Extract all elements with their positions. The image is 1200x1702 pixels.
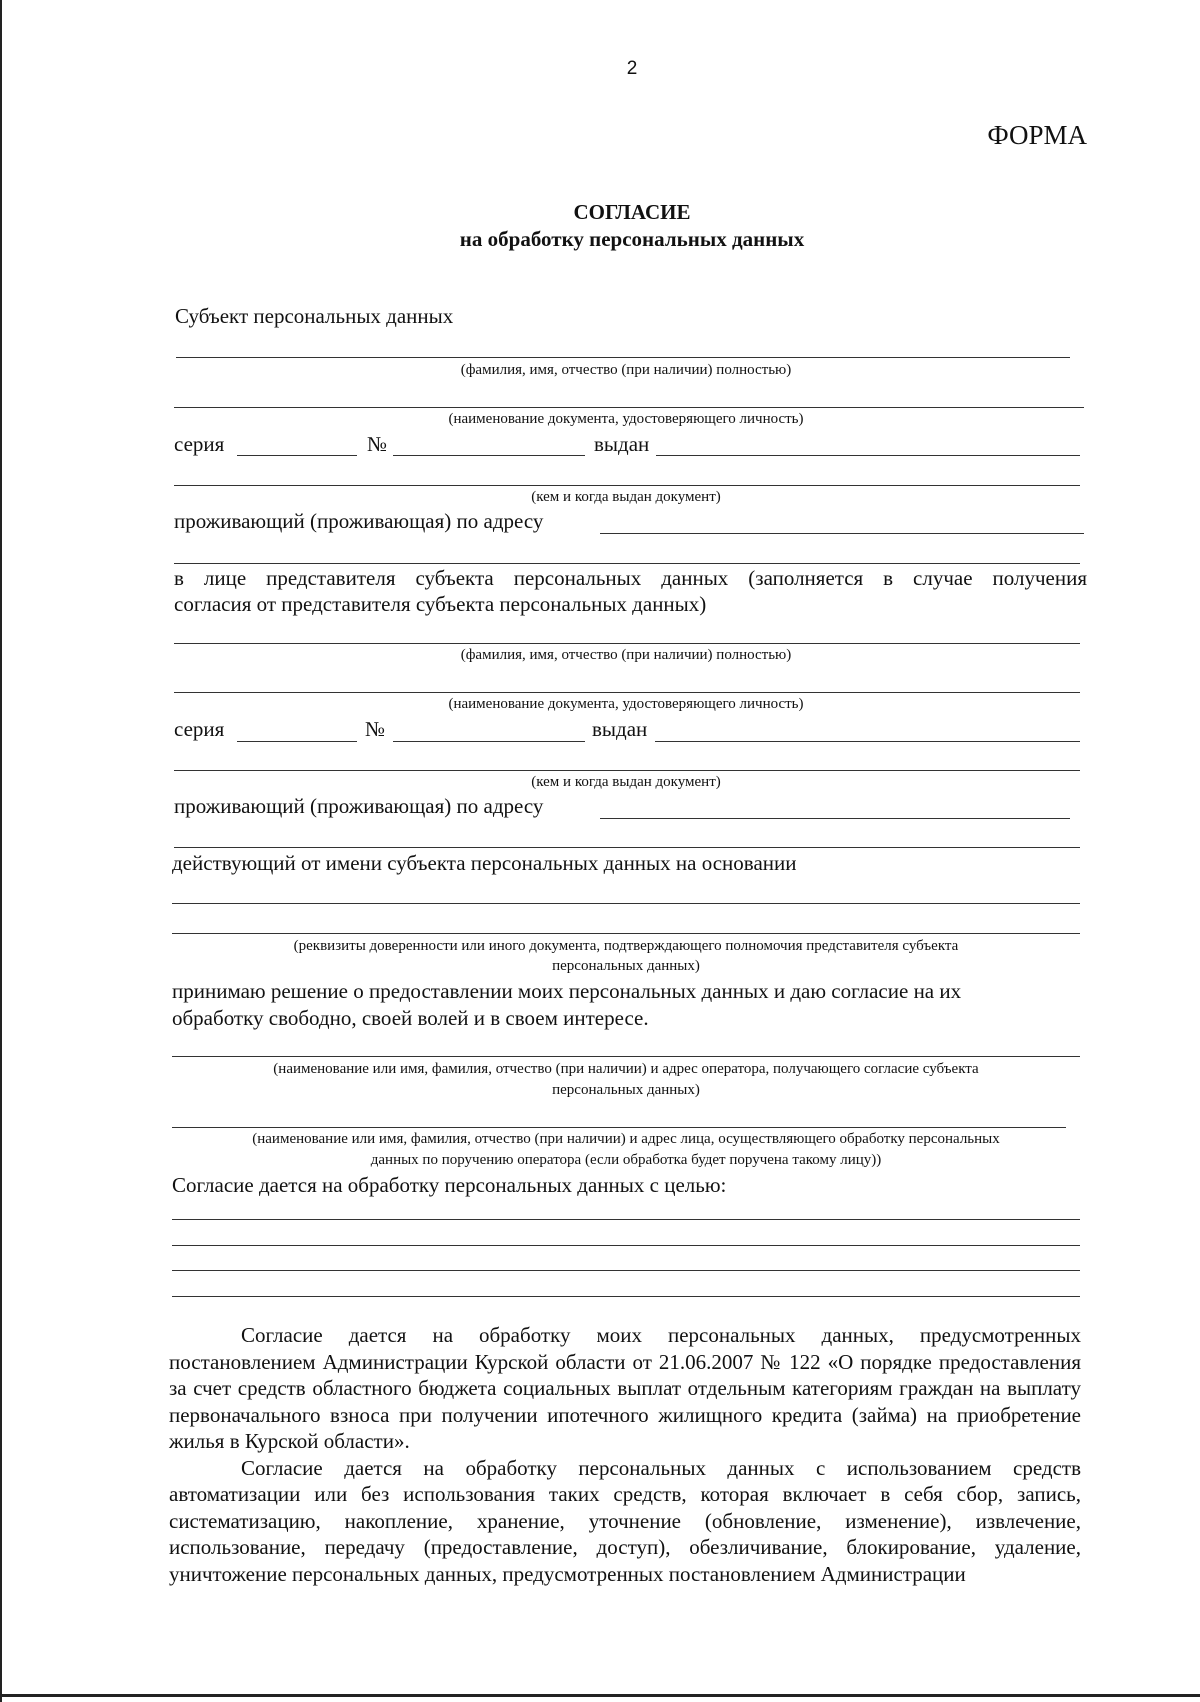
document-title: СОГЛАСИЕ <box>573 200 691 224</box>
processor-field[interactable] <box>172 1127 1066 1128</box>
representative-address-label: проживающий (проживающая) по адресу <box>174 794 544 818</box>
purpose-field-1[interactable] <box>172 1219 1080 1220</box>
representative-issued-by-field[interactable] <box>174 770 1080 771</box>
page-bottom-edge <box>0 1694 1200 1697</box>
representative-fio-field[interactable] <box>174 643 1080 644</box>
representative-acting-label: действующий от имени субъекта персональных данных на основании <box>172 851 797 875</box>
paragraph-processing-scope: Согласие дается на обработку персональных данных с использованием средств автоматизации или без использования таких средств, которая включает в себя сбор, запись, систематизацию, накопление, хранение, уточнение (обновление, изменение), извлечение, использование, передачу (предоставление, доступ), обезличивание, блокирование, удаление, уничтожение персональных данных, предусмотренных постановлением Администрации <box>169 1455 1081 1586</box>
representative-document-caption: (наименование документа, удостоверяющего личность) <box>448 696 804 712</box>
form-label: ФОРМА <box>987 120 1087 150</box>
representative-authority-field[interactable] <box>172 903 1080 904</box>
representative-authority-caption-line1: (реквизиты доверенности или иного документа, подтверждающего полномочия представителя субъекта <box>293 938 959 954</box>
purpose-field-4[interactable] <box>172 1296 1080 1297</box>
representative-issued-label: выдан <box>592 717 648 741</box>
subject-fio-caption: (фамилия, имя, отчество (при наличии) полностью) <box>460 362 792 378</box>
subject-series-field[interactable] <box>237 455 357 456</box>
representative-address-field-2[interactable] <box>174 847 1080 848</box>
subject-document-caption: (наименование документа, удостоверяющего личность) <box>448 411 804 427</box>
processor-caption-line2: данных по поручению оператора (если обработка будет поручена такому лицу)) <box>370 1152 882 1168</box>
processor-caption-line1: (наименование или имя, фамилия, отчество (при наличии) и адрес лица, осуществляющего обработку персональных <box>252 1131 1000 1147</box>
decision-line2: обработку свободно, своей волей и в своем интересе. <box>172 1006 649 1030</box>
operator-field[interactable] <box>172 1056 1080 1057</box>
representative-authority-caption-line2: персональных данных) <box>552 958 700 974</box>
operator-caption-line1: (наименование или имя, фамилия, отчество (при наличии) и адрес оператора, получающего согласие субъекта <box>273 1061 979 1077</box>
body-paragraphs <box>169 1322 1081 1587</box>
representative-address-field[interactable] <box>600 818 1070 819</box>
subject-fio-field[interactable] <box>176 357 1070 358</box>
operator-caption-line2: персональных данных) <box>552 1082 700 1098</box>
purpose-field-3[interactable] <box>172 1270 1080 1271</box>
representative-series-label: серия <box>174 717 225 741</box>
representative-intro-line1: в лице представителя субъекта персональных данных (заполняется в случае получения <box>174 566 1087 590</box>
representative-number-label: № <box>365 717 386 741</box>
paragraph-legal-basis: Согласие дается на обработку моих персональных данных, предусмотренных постановлением Администрации Курской области от 21.06.2007 № 122 «О порядке предоставления за счет средств областного бюджета социальных выплат отдельным категориям граждан на выплату первоначального взноса при получении ипотечного жилищного кредита (займа) на приобретение жилья в Курской области». <box>169 1323 1081 1453</box>
decision-line1: принимаю решение о предоставлении моих персональных данных и даю согласие на их <box>172 979 962 1003</box>
representative-intro-line2: согласия от представителя субъекта персональных данных) <box>174 592 707 616</box>
representative-issued-caption: (кем и когда выдан документ) <box>531 774 721 790</box>
representative-issued-field[interactable] <box>655 741 1080 742</box>
document-subtitle: на обработку персональных данных <box>459 227 805 251</box>
subject-number-field[interactable] <box>393 455 585 456</box>
representative-fio-caption: (фамилия, имя, отчество (при наличии) полностью) <box>460 647 792 663</box>
subject-address-field-2[interactable] <box>174 563 1080 564</box>
subject-address-field[interactable] <box>600 533 1084 534</box>
representative-series-field[interactable] <box>237 741 357 742</box>
subject-issued-by-field[interactable] <box>174 485 1080 486</box>
subject-heading: Субъект персональных данных <box>175 304 454 328</box>
subject-document-field[interactable] <box>174 407 1084 408</box>
subject-number-label: № <box>367 432 388 456</box>
page-left-edge <box>0 0 2 1702</box>
representative-document-field[interactable] <box>174 692 1080 693</box>
purpose-label: Согласие дается на обработку персональных данных с целью: <box>172 1173 727 1197</box>
subject-issued-label: выдан <box>594 432 650 456</box>
subject-issued-field[interactable] <box>656 455 1080 456</box>
representative-authority-field-2[interactable] <box>172 933 1080 934</box>
subject-issued-caption: (кем и когда выдан документ) <box>531 489 721 505</box>
page-number: 2 <box>626 58 638 79</box>
subject-series-label: серия <box>174 432 225 456</box>
representative-number-field[interactable] <box>393 741 585 742</box>
purpose-field-2[interactable] <box>172 1245 1080 1246</box>
subject-address-label: проживающий (проживающая) по адресу <box>174 509 544 533</box>
